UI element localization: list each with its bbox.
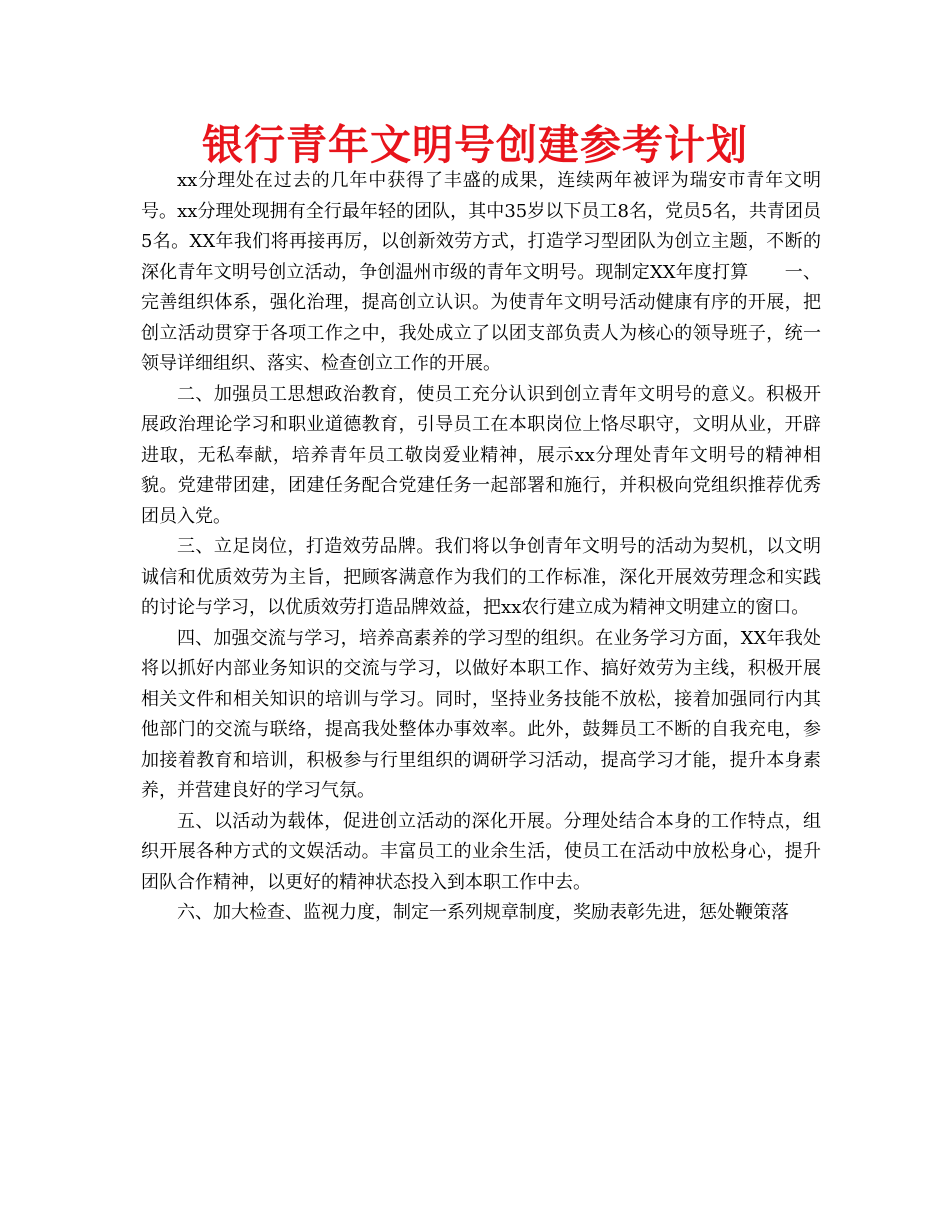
paragraph-3: 三、立足岗位，打造效劳品牌。我们将以争创青年文明号的活动为契机，以文明诚信和优质效劳为主旨，把顾客满意作为我们的工作标准，深化开展效劳理念和实践的讨论与学习，以优质效劳打造品牌效益，把xx农行建立成为精神文明建立的窗口。: [141, 536, 821, 618]
paragraph-5: 五、以活动为载体，促进创立活动的深化开展。分理处结合本身的工作特点，组织开展各种方式的文娱活动。丰富员工的业余生活，使员工在活动中放松身心，提升团队合作精神，以更好的精神状态投入到本职工作中去。: [141, 810, 821, 893]
paragraph-4: 四、加强交流与学习，培养高素养的学习型的组织。在业务学习方面，XX年我处将以抓好内部业务知识的交流与学习，以做好本职工作、搞好效劳为主线，积极开展相关文件和相关知识的培训与学习。同时，坚持业务技能不放松，接着加强同行内其他部门的交流与联络，提高我处整体办事效率。此外，鼓舞员工不断的自我充电，参加接着教育和培训，积极参与行里组织的调研学习活动，提高学习才能，提升本身素养，并营建良好的学习气氛。: [141, 627, 821, 801]
document-body: [141, 166, 821, 929]
paragraph-2: 二、加强员工思想政治教育，使员工充分认识到创立青年文明号的意义。积极开展政治理论学习和职业道德教育，引导员工在本职岗位上恪尽职守，文明从业，开辟进取，无私奉献，培养青年员工敬岗爱业精神，展示xx分理处青年文明号的精神相貌。党建带团建，团建任务配合党建任务一起部署和施行，并积极向党组织推荐优秀团员入党。: [141, 383, 821, 527]
paragraph-6: 六、加大检查、监视力度，制定一系列规章制度，奖励表彰先进，惩处鞭策落: [177, 902, 789, 923]
document-title: 银行青年文明号创建参考计划: [202, 121, 748, 169]
paragraph-1: xx分理处在过去的几年中获得了丰盛的成果，连续两年被评为瑞安市青年文明号。xx分理处现拥有全行最年轻的团队，其中35岁以下员工8名，党员5名，共青团员5名。XX年我们将再接再厉，以创新效劳方式，打造学习型团队为创立主题，不断的深化青年文明号创立活动，争创温州市级的青年文明号。现制定XX年度打算 一、完善组织体系，强化治理，提高创立认识。为使青年文明号活动健康有序的开展，把创立活动贯穿于各项工作之中，我处成立了以团支部负责人为核心的领导班子，统一领导详细组织、落实、检查创立工作的开展。: [141, 170, 821, 374]
